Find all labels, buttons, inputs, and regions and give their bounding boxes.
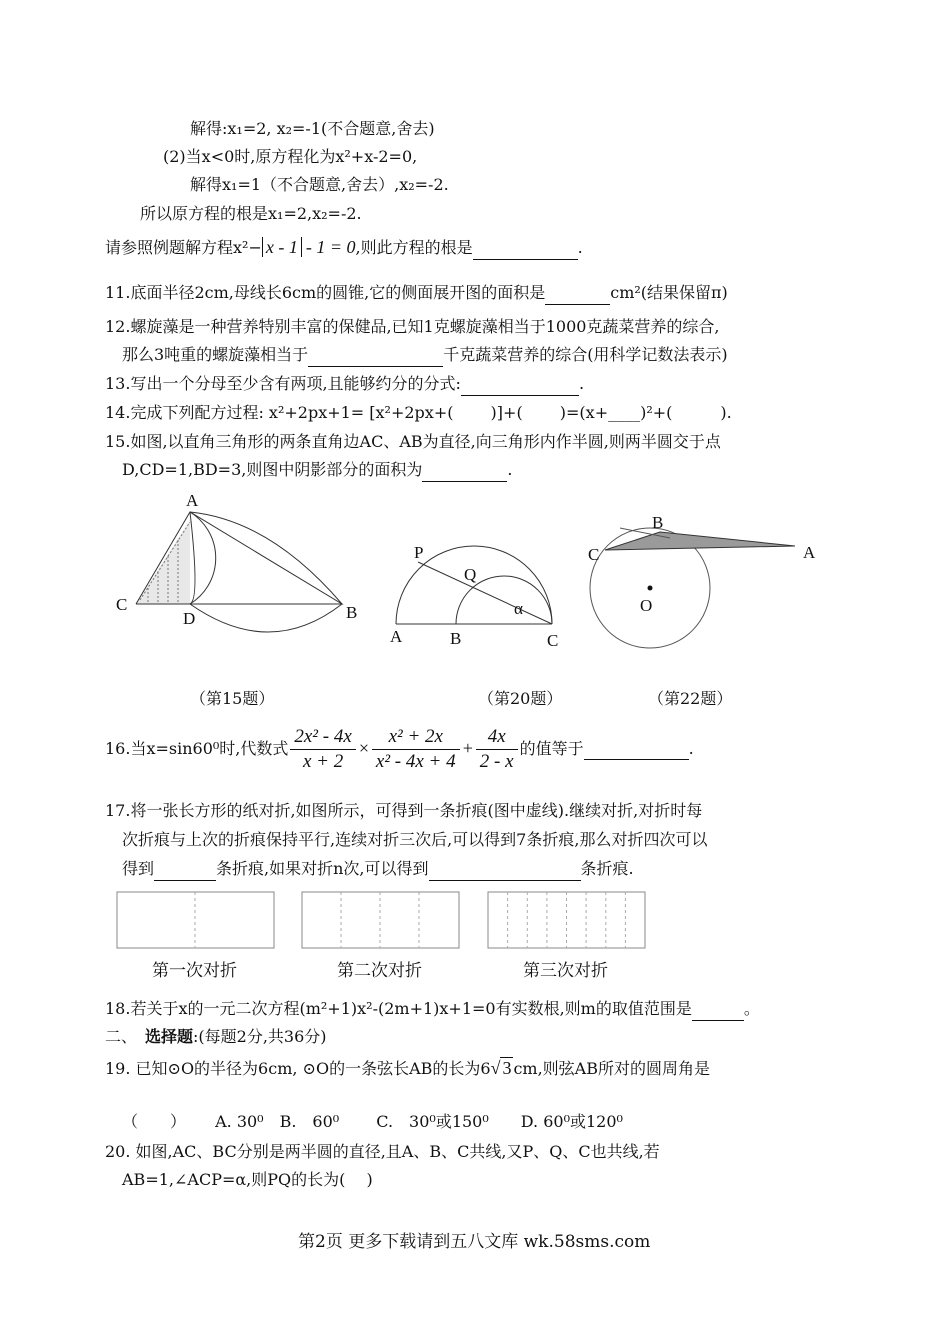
question-15-line-1: 15.如图,以直角三角形的两条直角边AC、AB为直径,向三角形内作半圆,则两半圆交于点 (105, 432, 721, 451)
label-b: B (450, 629, 462, 648)
question-14: 14.完成下列配方过程: x²+2px+1= [x²+2px+( )]+( )=(x+____)²+( ). (105, 403, 732, 422)
solution-line-3: 解得x₁=1（不合题意,舍去）,x₂=-2. (190, 175, 449, 194)
answer-blank (308, 344, 443, 367)
question-18: 18.若关于x的一元二次方程(m²+1)x²-(2m+1)x+1=0有实数根,则m的取值范围是 。 (105, 998, 760, 1021)
fold-diagrams (110, 888, 650, 954)
abs-expression: x - 1 (262, 237, 302, 257)
fold-caption-1: 第一次对折 (152, 961, 237, 981)
answer-blank (473, 237, 578, 260)
question-12-line-2: 那么3吨重的螺旋藻相当于 千克蔬菜营养的综合(用科学记数法表示) (122, 344, 728, 367)
label-a: A (803, 543, 816, 562)
question-15-line-2: D,CD=1,BD=3,则图中阴影部分的面积为 . (122, 459, 512, 482)
label-c: C (547, 631, 559, 650)
fold-caption-3: 第三次对折 (523, 961, 608, 981)
label-c: C (116, 595, 128, 614)
shaded-triangle (605, 532, 795, 550)
label-d: D (183, 609, 196, 628)
figures-row (100, 490, 880, 670)
fold-2 (302, 892, 459, 948)
question-13: 13.写出一个分母至少含有两项,且能够约分的分式: . (105, 373, 584, 396)
question-11: 11.底面半径2cm,母线长6cm的圆锥,它的侧面展开图的面积是 cm²(结果保留π) (105, 282, 728, 305)
label-alpha: α (514, 599, 523, 618)
fold-caption-2: 第二次对折 (337, 961, 422, 981)
fold-3 (488, 892, 645, 948)
question-10-prompt: 请参照例题解方程x²− x - 1 - 1 = 0,则此方程的根是 . (105, 236, 583, 260)
solution-line-2: (2)当x<0时,原方程化为x²+x-2=0, (163, 147, 418, 166)
figure-15 (116, 491, 357, 632)
solution-line-4: 所以原方程的根是x₁=2,x₂=-2. (140, 204, 362, 223)
question-17-line-2: 次折痕与上次的折痕保持平行,连续对折三次后,可以得到7条折痕,那么对折四次可以 (122, 830, 708, 849)
semicircle-ab (190, 512, 342, 632)
answer-blank (154, 858, 216, 881)
page-footer: 第2页 更多下载请到五八文库 wk.58sms.com (298, 1232, 651, 1252)
question-17-line-1: 17.将一张长方形的纸对折,如图所示，可得到一条折痕(图中虚线).继续对折,对折时每 (105, 801, 703, 820)
fold-1 (117, 892, 274, 948)
label-a: A (186, 491, 199, 510)
caption-figure-15: （第15题） (190, 689, 275, 708)
question-17-line-3: 得到 条折痕,如果对折n次,可以得到 条折痕. (122, 858, 634, 881)
label-b: B (346, 603, 358, 622)
question-19: 19. 已知⊙O的半径为6cm, ⊙O的一条弦长AB的长为6√ 3 cm,则弦AB所对的圆周角是 (105, 1058, 710, 1078)
question-20-line-1: 20. 如图,AC、BC分别是两半圆的直径,且A、B、C共线,又P、Q、C也共线,若 (105, 1142, 660, 1161)
question-12-line-1: 12.螺旋藻是一种营养特别丰富的保健品,已知1克螺旋藻相当于1000克蔬菜营养的综合, (105, 317, 720, 336)
label-o: O (640, 596, 653, 615)
answer-blank (584, 739, 689, 760)
caption-figure-20: （第20题） (478, 689, 563, 708)
question-16: 16.当x=sin60⁰时,代数式 $\frac{\text{2x² - 4x}}{x + 2}$ × $\frac{\text{x² + 2x}}{\text{x² - 4x + 4}}$ + $\frac{4x}{2 - x}$ 的值等于 . (105, 726, 694, 772)
fraction-2: $\frac{\text{x² + 2x}}{\text{x² - 4x + 4}}$ (372, 725, 460, 774)
answer-blank (545, 282, 610, 305)
label-a: A (390, 627, 403, 646)
figure-22 (588, 513, 816, 648)
sqrt-3: √ 3 (490, 1058, 512, 1078)
fraction-1: $\frac{\text{2x² - 4x}}{x + 2}$ (290, 725, 355, 774)
answer-blank (461, 373, 579, 396)
fraction-3: $\frac{4x}{2 - x}$ (476, 725, 518, 774)
question-19-options: （ ） A. 30⁰ B. 60⁰ C. 30⁰或150⁰ D. 60⁰或120⁰ (122, 1112, 623, 1131)
label-q: Q (464, 565, 477, 584)
answer-blank (422, 459, 507, 482)
center-point (648, 586, 653, 591)
label-p: P (414, 543, 424, 562)
label-c: C (588, 545, 600, 564)
question-20-line-2: AB=1,∠ACP=α,则PQ的长为( ) (122, 1170, 373, 1189)
answer-blank (692, 998, 744, 1021)
caption-figure-22: （第22题） (648, 689, 733, 708)
section-heading: 二、 选择题:(每题2分,共36分) (105, 1027, 327, 1046)
figure-20 (390, 543, 558, 650)
label-b: B (652, 513, 664, 532)
shaded-region (136, 520, 190, 604)
solution-line-1: 解得:x₁=2, x₂=-1(不合题意,舍去) (190, 119, 435, 138)
answer-blank (429, 858, 581, 881)
